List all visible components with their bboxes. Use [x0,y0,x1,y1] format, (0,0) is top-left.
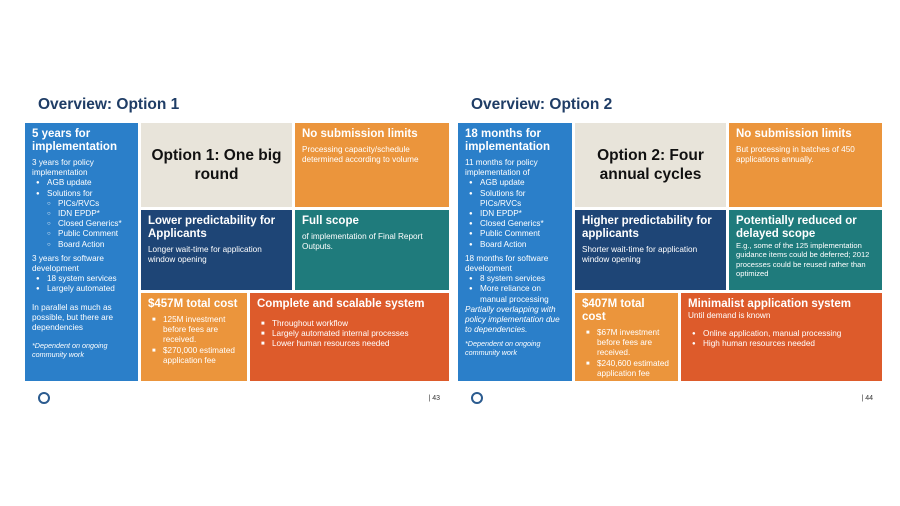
list-item: ■ Lower human resources needed [257,339,442,349]
predictability-heading: Higher predictability for applicants [582,215,712,240]
list-item: ● Board Action [465,240,565,250]
limits-heading: No submission limits [302,128,418,140]
implementation-heading: 5 years for implementation [32,128,117,153]
list-item: ■ $240,600 estimated application fee [582,359,671,379]
list-item: ○ Board Action [32,240,131,250]
software-list [32,274,131,294]
list-item: ● Closed Generics* [465,219,565,229]
submission-limits-panel [729,123,882,207]
cost-heading: $457M total cost [148,298,238,310]
list-item: ● IDN EPDP* [465,209,565,219]
list-item: ■ $270,000 estimated application fee [148,346,240,366]
scope-text: E.g., some of the 125 implementation guidance items could be deferred; 2012 processes could be reused rather than optimized [736,241,870,279]
policy-list [32,178,131,249]
list-item: ■ Throughout workflow [257,319,442,329]
option-name: Option 1: One big round [151,147,282,183]
predictability-panel [575,210,726,290]
predictability-text: Longer wait-time for application window opening [148,245,262,265]
policy-intro: 11 months for policy implementation of [465,158,538,178]
list-item: ● High human resources needed [688,339,875,349]
list-item: ● Solutions for [32,189,131,199]
slide-option-2 [453,88,883,418]
list-item: ■ 125M investment before fees are received. [148,315,240,346]
cost-list [582,328,671,379]
system-panel [250,293,449,381]
list-item: ○ Public Comment [32,229,131,239]
system-heading: Minimalist application system [688,298,851,310]
predictability-text: Shorter wait-time for application window opening [582,245,698,265]
software-intro: 18 months for software development [465,253,549,274]
slide-title: Overview: Option 1 [38,96,180,113]
scope-heading: Potentially reduced or delayed scope [736,215,857,240]
implementation-panel [25,123,138,381]
list-item: ● Public Comment [465,229,565,239]
policy-intro: 3 years for policy implementation [32,158,94,178]
list-item: ■ $67M investment before fees are received. [582,328,671,359]
policy-list [465,178,565,249]
page-number: | 44 [861,395,873,402]
software-list [465,274,565,305]
list-item: ■ Largely automated internal processes [257,329,442,339]
list-item: ● More reliance on manual processing [465,284,565,304]
limits-text: But processing in batches of 450 applications annually. [736,145,855,165]
page-number: | 43 [428,395,440,402]
predictability-heading: Lower predictability for Applicants [148,215,276,240]
logo-icon [38,392,50,404]
parallel-note: In parallel as much as possible, but there are dependencies [32,302,114,333]
system-heading: Complete and scalable system [257,298,425,310]
list-item: ● Solutions for PICs/RVCs [465,189,565,209]
cost-list [148,315,240,366]
list-item: ○ Closed Generics* [32,219,131,229]
option-name-panel [141,123,292,207]
list-item: ● AGB update [465,178,565,188]
cost-panel [575,293,678,381]
scope-panel [729,210,882,290]
logo-icon [471,392,483,404]
list-item: ○ IDN EPDP* [32,209,131,219]
list-item: ● Largely automated [32,284,131,294]
submission-limits-panel [295,123,449,207]
list-item: ● 18 system services [32,274,131,284]
cost-heading: $407M total cost [582,298,645,323]
scope-heading: Full scope [302,215,359,227]
scope-panel [295,210,449,290]
option-name: Option 2: Four annual cycles [597,147,704,183]
slide-option-1 [20,88,450,418]
software-intro: 3 years for software development [32,253,104,274]
system-list [688,329,875,349]
option-name-panel [575,123,726,207]
list-item: ● AGB update [32,178,131,188]
system-list [257,319,442,350]
predictability-panel [141,210,292,290]
scope-text: of implementation of Final Report Outputs. [302,232,423,252]
slide-title: Overview: Option 2 [471,96,613,113]
limits-text: Processing capacity/schedule determined according to volume [302,145,419,165]
list-item: ○ PICs/RVCs [32,199,131,209]
list-item: ● 8 system services [465,274,565,284]
limits-heading: No submission limits [736,128,852,140]
system-text: Until demand is known [688,311,771,320]
parallel-note: Partially overlapping with policy implementation due to dependencies. [465,304,560,335]
footnote: *Dependent on ongoing community work [465,339,541,358]
implementation-heading: 18 months for implementation [465,128,550,153]
implementation-panel [458,123,572,381]
list-item: ● Online application, manual processing [688,329,875,339]
system-panel [681,293,882,381]
cost-panel [141,293,247,381]
footnote: *Dependent on ongoing community work [32,341,108,360]
